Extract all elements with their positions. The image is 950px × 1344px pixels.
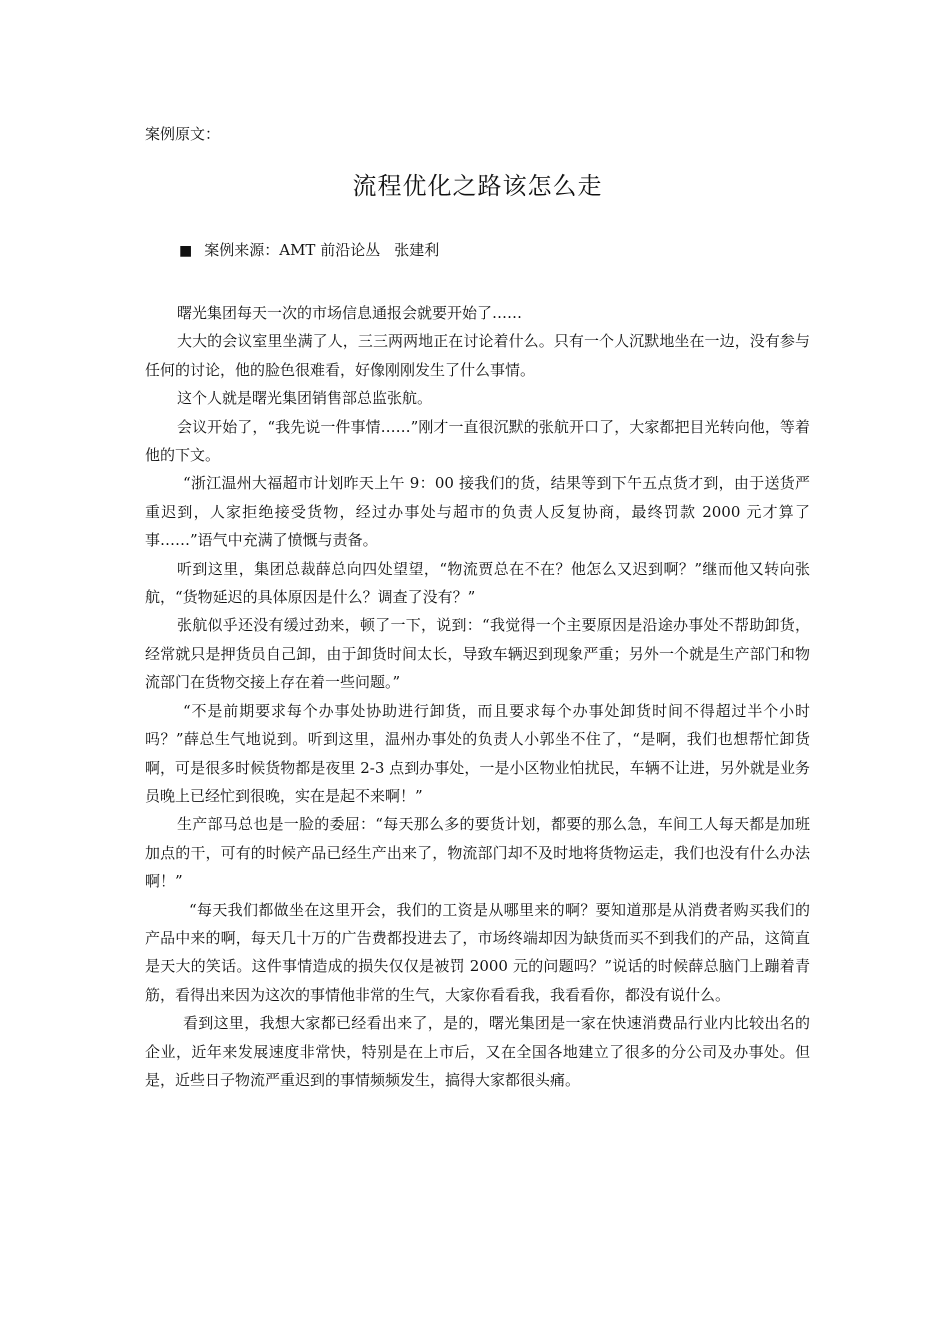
paragraph-5: “浙江温州大福超市计划昨天上午 9：00 接我们的货，结果等到下午五点货才到，由于送货严重迟到，人家拒绝接受货物，经过办事处与超市的负责人反复协商，最终罚款 2000 元才算了事……”语气中充满了愤慨与责备。 xyxy=(145,474,810,550)
article-body xyxy=(145,299,810,1094)
case-source-text: 案例来源：AMT 前沿论丛 xyxy=(204,241,381,259)
case-author: 张建利 xyxy=(394,241,440,259)
paragraph-8: “不是前期要求每个办事处协助进行卸货，而且要求每个办事处卸货时间不得超过半个小时吗？”薛总生气地说到。听到这里，温州办事处的负责人小郭坐不住了，“是啊，我们也想帮忙卸货啊，可是很多时候货物都是夜里 2-3 点到办事处，一是小区物业怕扰民，车辆不让进，另外就是业务员晚上已经忙到很晚，实在是起不来啊！” xyxy=(145,701,810,805)
paragraph-9: 生产部马总也是一脸的委屈：“每天那么多的要货计划，都要的那么急，车间工人每天都是加班加点的干，可有的时候产品已经生产出来了，物流部门却不及时地将货物运走，我们也没有什么办法啊！” xyxy=(145,815,810,891)
paragraph-4: 会议开始了，“我先说一件事情……”刚才一直很沉默的张航开口了，大家都把目光转向他，等着他的下文。 xyxy=(145,417,810,465)
page-title: 流程优化之路该怎么走 xyxy=(352,172,603,200)
paragraph-1: 曙光集团每天一次的市场信息通报会就要开始了…… xyxy=(177,304,523,322)
document-page xyxy=(145,120,810,1094)
paragraph-3: 这个人就是曙光集团销售部总监张航。 xyxy=(177,389,433,408)
paragraph-11: 看到这里，我想大家都已经看出来了，是的，曙光集团是一家在快速消费品行业内比较出名的企业，近年来发展速度非常快，特别是在上市后，又在全国各地建立了很多的分公司及办事处。但是，近些日子物流严重迟到的事情频频发生，搞得大家都很头痛。 xyxy=(145,1014,810,1089)
paragraph-7: 张航似乎还没有缓过劲来，顿了一下，说到：“我觉得一个主要原因是沿途办事处不帮助卸货，经常就只是押货员自己卸，由于卸货时间太长，导致车辆迟到现象严重；另外一个就是生产部门和物流部门在货物交接上存在着一些问题。” xyxy=(145,616,810,692)
paragraph-10: “每天我们都做坐在这里开会，我们的工资是从哪里来的啊？要知道那是从消费者购买我们的产品中来的啊，每天几十万的广告费都投进去了，市场终端却因为缺货而买不到我们的产品，这简直是天大的笑话。这件事情造成的损失仅仅是被罚 2000 元的问题吗？”说话的时候薛总脑门上蹦着青筋，看得出来因为这次的事情他非常的生气，大家你看看我，我看看你，都没有说什么。 xyxy=(145,900,810,1004)
case-source-line xyxy=(179,236,810,265)
square-bullet-icon: ■ xyxy=(179,243,193,259)
paragraph-2: 大大的会议室里坐满了人，三三两两地正在讨论着什么。只有一个人沉默地坐在一边，没有参与任何的讨论，他的脸色很难看，好像刚刚发生了什么事情。 xyxy=(145,332,810,379)
paragraph-6: 听到这里，集团总裁薛总向四处望望，“物流贾总在不在？他怎么又迟到啊？”继而他又转向张航，“货物延迟的具体原因是什么？调查了没有？” xyxy=(145,559,810,607)
section-label: 案例原文： xyxy=(145,125,221,143)
